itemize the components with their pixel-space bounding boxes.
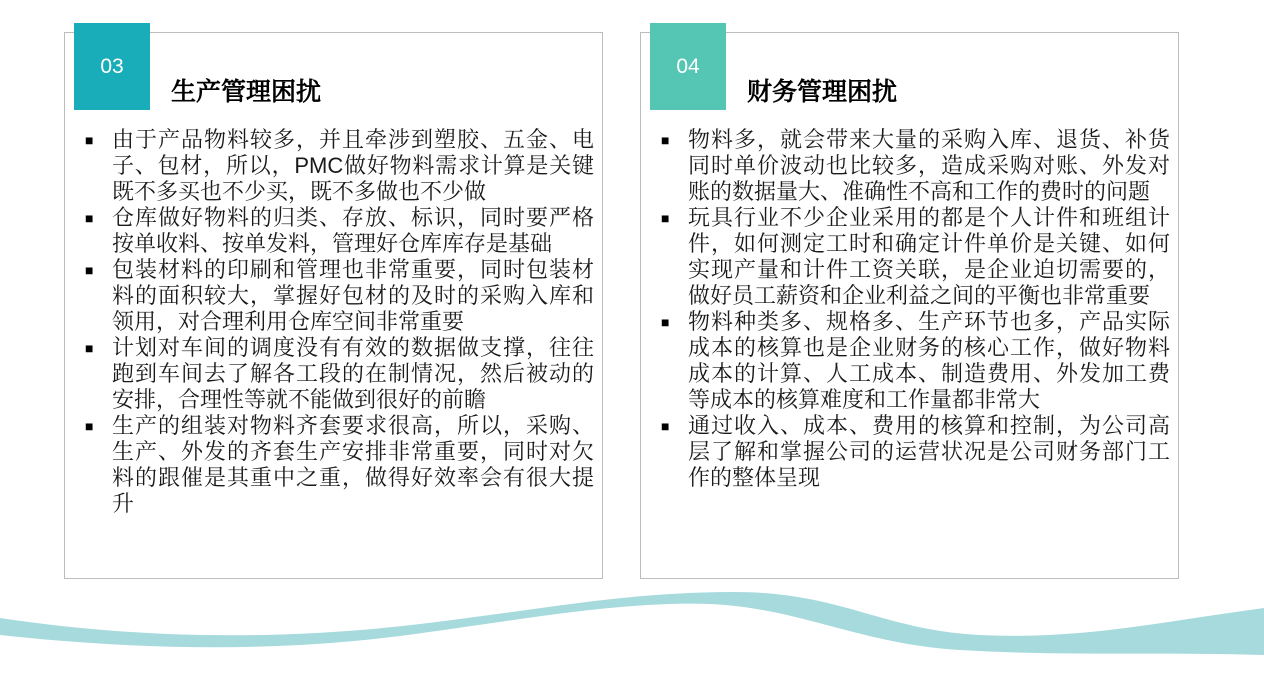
bullet-item [661,413,1170,491]
bullet-item [85,335,594,413]
square-bullet-icon: ■ [661,132,670,148]
bullet-item [85,413,594,517]
square-bullet-icon: ■ [85,132,94,148]
card-number-badge-04: 04 [650,23,726,110]
card-title-production: 生产管理困扰 [171,78,322,106]
square-bullet-icon: ■ [85,418,94,434]
card-title-finance: 财务管理困扰 [747,78,898,106]
bullet-item [85,127,594,205]
wave-ribbon-shape [0,592,1264,655]
bullet-item [661,309,1170,413]
bullet-text: 计划对车间的调度没有有效的数据做支撑，往往跑到车间去了解各工段的在制情况，然后被动的安排，合理性等就不能做到很好的前瞻 [112,335,594,412]
bullet-text: 玩具行业不少企业采用的都是个人计件和班组计件，如何测定工时和确定计件单价是关键、如何实现产量和计件工资关联，是企业迫切需要的，做好员工薪资和企业利益之间的平衡也非常重要 [688,205,1170,308]
bullet-text: 物料多，就会带来大量的采购入库、退货、补货同时单价波动也比较多，造成采购对账、外发对账的数据量大、准确性不高和工作的费时的问题 [688,127,1170,204]
bullet-list-production [85,127,594,517]
bullet-item [85,257,594,335]
square-bullet-icon: ■ [661,314,670,330]
bullet-text: 包装材料的印刷和管理也非常重要，同时包装材料的面积较大，掌握好包材的及时的采购入库和领用，对合理利用仓库空间非常重要 [112,257,594,334]
square-bullet-icon: ■ [661,418,670,434]
wave-decoration [0,580,1264,682]
square-bullet-icon: ■ [85,262,94,278]
square-bullet-icon: ■ [661,210,670,226]
card-number-badge-03: 03 [74,23,150,110]
bullet-item [85,205,594,257]
card-production [64,32,603,579]
bullet-text: 仓库做好物料的归类、存放、标识，同时要严格按单收料、按单发料，管理好仓库库存是基础 [112,205,594,256]
bullet-text: 由于产品物料较多，并且牵涉到塑胶、五金、电子、包材，所以，PMC做好物料需求计算是关键既不多买也不少买，既不多做也不少做 [112,127,594,204]
bullet-text: 通过收入、成本、费用的核算和控制，为公司高层了解和掌握公司的运营状况是公司财务部门工作的整体呈现 [688,413,1170,490]
bullet-item [661,205,1170,309]
card-finance [640,32,1179,579]
bullet-item [661,127,1170,205]
bullet-text: 物料种类多、规格多、生产环节也多，产品实际成本的核算也是企业财务的核心工作，做好物料成本的计算、人工成本、制造费用、外发加工费等成本的核算难度和工作量都非常大 [688,309,1170,412]
square-bullet-icon: ■ [85,340,94,356]
bullet-list-finance [661,127,1170,491]
bullet-text: 生产的组装对物料齐套要求很高，所以，采购、生产、外发的齐套生产安排非常重要，同时对欠料的跟催是其重中之重，做得好效率会有很大提升 [112,413,594,516]
square-bullet-icon: ■ [85,210,94,226]
